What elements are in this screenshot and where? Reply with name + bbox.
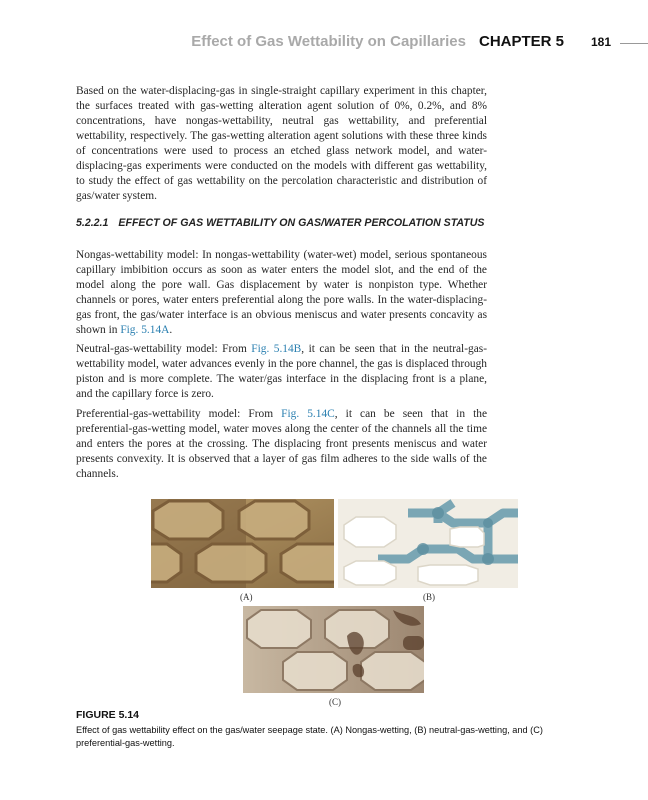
paragraph-text: Preferential-gas-wettability model: From: [76, 408, 282, 420]
paragraph-text: , it can be seen that in the neutral-gas-wettability model, water advances evenly in the pore channel, the gas is displaced through piston and is more complete. The water/gas interface in the displacing front is a plane, and the capillary force is zero.: [76, 343, 487, 400]
figure-caption: Effect of gas wettability effect on the gas/water seepage state. (A) Nongas-wetting, (B) neutral-gas-wetting, and (C) preferential-gas-wetting.: [76, 725, 543, 748]
intro-paragraph: Based on the water-displacing-gas in single-straight capillary experiment in this chapter, the surfaces treated with gas-wetting alteration agent solution of 0%, 0.2%, and 8% concentrations, have nongas-wettability, neutral gas wettability, and preferential wettability, respectively. The gas-wetting alteration agent solutions with these three kinds of concentrations were used to process an etched glass network model, and water-displacing-gas experiments were conducted on the models with different gas wettability, to study the effect of gas wettability on the percolation characteristic and distribution of gas/water system.: [76, 85, 487, 202]
section-number: 5.2.2.1: [76, 217, 109, 229]
figure-panel-a: [151, 499, 334, 588]
figure-title: FIGURE 5.14: [76, 709, 140, 721]
neutral-gas-wetting-micrograph: [338, 499, 518, 588]
preferential-gas-wetting-micrograph: [243, 606, 424, 693]
section-heading: [76, 216, 496, 230]
paragraph-text: , it can be seen that in the preferential-gas-wetting model, water moves along the center of the channels all the time and enters the pores at the crossing. The displacing front presents meniscus and water presents convexity. It is observed that a layer of gas film adheres to the side walls of the channels.: [76, 408, 488, 480]
figure-link[interactable]: Fig. 5.14C: [281, 408, 335, 420]
chapter-label: CHAPTER 5: [479, 33, 565, 50]
figure-panel-c: [243, 606, 424, 693]
running-title: Effect of Gas Wettability on Capillaries: [191, 33, 466, 50]
paragraph-text: Nongas-wettability model: In nongas-wettability (water-wet) model, serious spontaneous capillary imbibition occurs as soon as water enters the model slot, and the end of the model along the pore wall. Gas displacement by water is nonpiston type. Whether channels or pores, water enters preferential along the pore walls. In the water-displacing-gas front, the gas/water interface is an obvious meniscus and water presents concavity as shown in: [76, 249, 487, 336]
panel-label-c: (C): [329, 697, 341, 707]
panel-label-b: (B): [423, 592, 435, 602]
paragraph-text: Neutral-gas-wettability model: From: [76, 343, 252, 355]
figure-panel-b: [338, 499, 518, 588]
figure-link[interactable]: Fig. 5.14A: [120, 324, 170, 336]
paragraph-text: .: [169, 324, 173, 336]
panel-label-a: (A): [240, 592, 253, 602]
paragraph-preferential-gas-wettability: [76, 407, 487, 482]
figure-link[interactable]: Fig. 5.14B: [251, 343, 302, 355]
section-title: EFFECT OF GAS WETTABILITY ON GAS/WATER PERCOLATION STATUS: [118, 217, 485, 229]
nongas-wetting-micrograph: [151, 499, 334, 588]
paragraph-neutral-gas-wettability: [76, 342, 487, 402]
running-header: [0, 33, 648, 53]
paragraph-nongas-wettability: [76, 248, 487, 338]
header-rule: [620, 43, 648, 44]
page-number: 181: [591, 35, 612, 49]
